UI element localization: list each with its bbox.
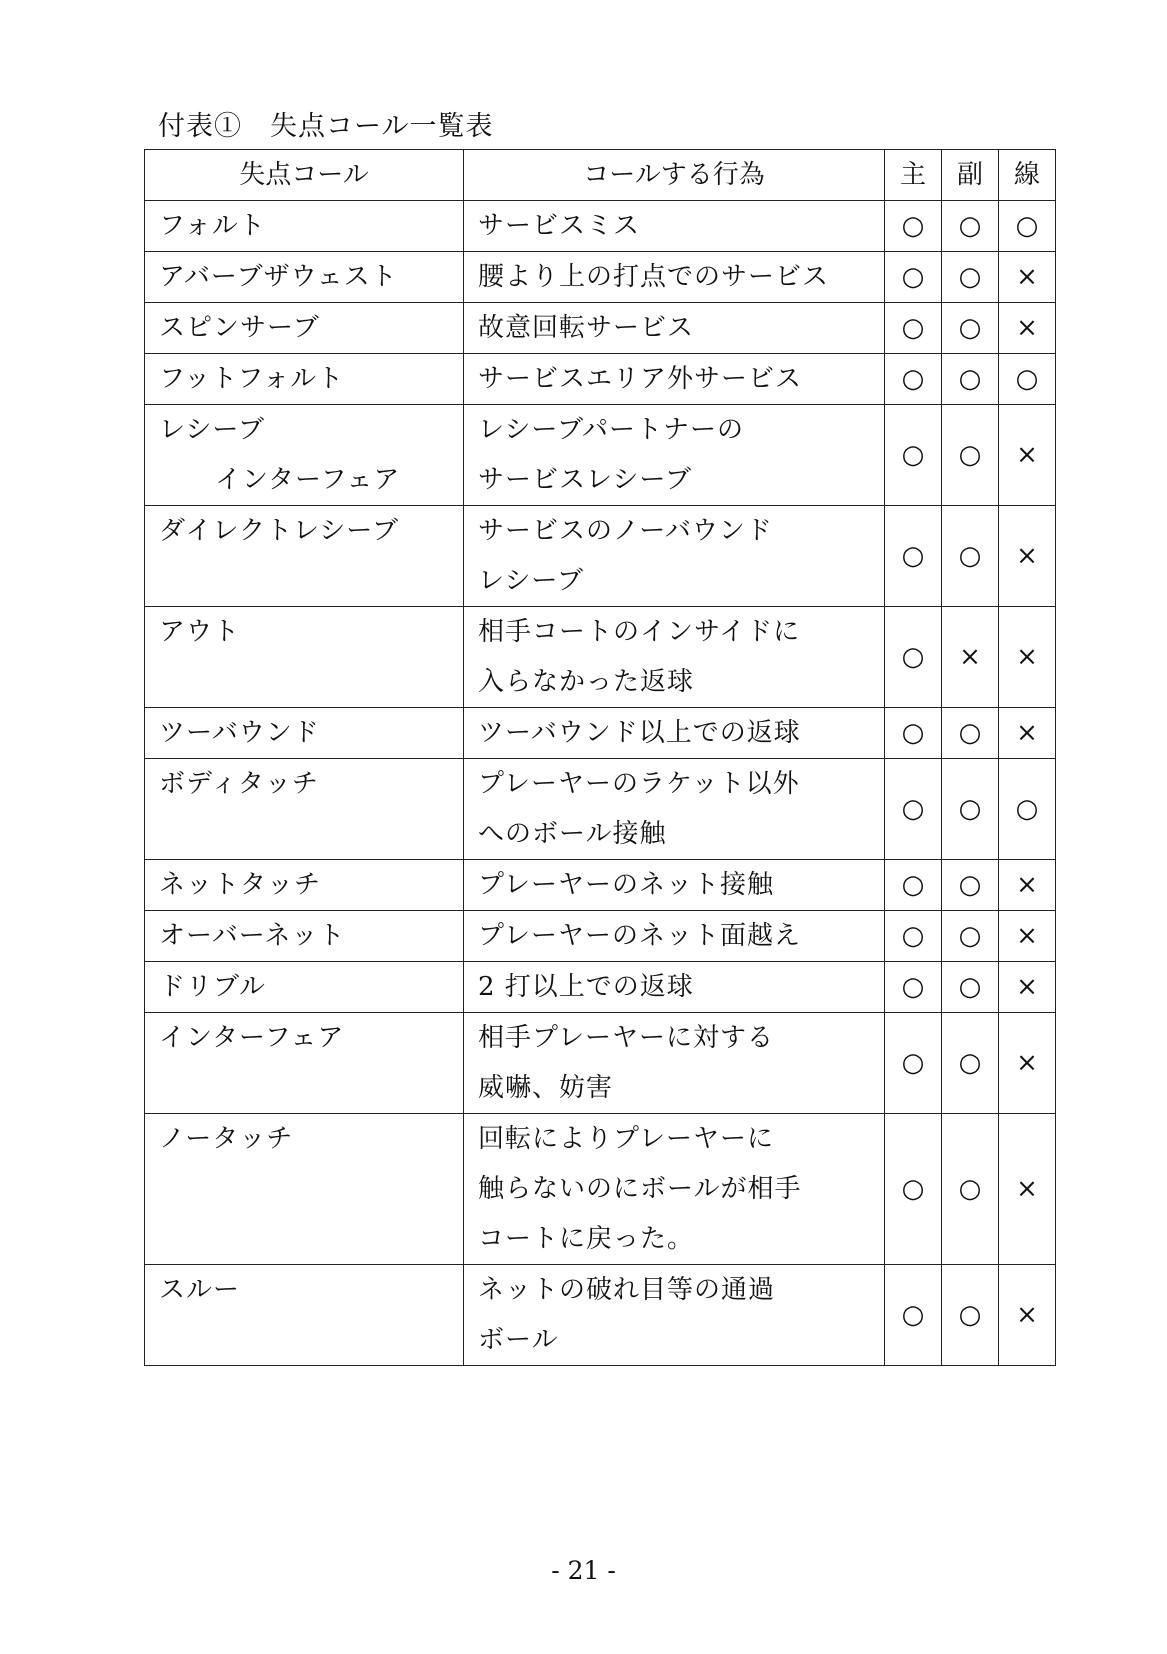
call-name: フットフォルト (159, 364, 345, 394)
foul-call-table (144, 149, 1056, 1366)
call-action: 相手コートのインサイドに (478, 617, 801, 647)
table-row (145, 354, 1056, 405)
main-referee-mark-cell (885, 405, 942, 506)
main-referee-mark-cell (885, 759, 942, 860)
call-action-cell (464, 506, 885, 607)
call-action: 入らなかった返球 (478, 667, 695, 697)
line-referee-mark-cell (999, 1265, 1056, 1366)
sub-referee-mark: ○ (958, 972, 982, 1002)
sub-referee-mark-cell (942, 201, 999, 252)
call-action: 相手プレーヤーに対する (478, 1023, 774, 1053)
call-name: ドリブル (159, 972, 266, 1002)
main-referee-mark: ○ (901, 972, 925, 1002)
sub-referee-mark-cell (942, 252, 999, 303)
call-action: サービスエリア外サービス (478, 364, 803, 394)
call-name-cell (145, 354, 464, 405)
table-row (145, 303, 1056, 354)
call-name: インターフェア (159, 1023, 345, 1053)
line-referee-mark-cell (999, 303, 1056, 354)
sub-referee-mark: ○ (958, 262, 982, 292)
line-referee-mark-cell (999, 506, 1056, 607)
call-name-cell (145, 911, 464, 962)
line-referee-mark: × (1016, 642, 1038, 672)
call-name: スルー (159, 1275, 241, 1305)
call-name: レシーブ (159, 415, 266, 445)
sub-referee-mark: ○ (958, 313, 982, 343)
call-name-cell (145, 1265, 464, 1366)
call-action: レシーブパートナーの (478, 415, 744, 445)
main-referee-mark-cell (885, 506, 942, 607)
call-name-cell (145, 1013, 464, 1114)
call-name-cell (145, 303, 464, 354)
header-act: コールする行為 (464, 150, 885, 201)
call-action-cell (464, 860, 885, 911)
call-name: オーバーネット (159, 921, 346, 951)
sub-referee-mark-cell (942, 911, 999, 962)
sub-referee-mark: ○ (958, 440, 982, 470)
table-row (145, 1013, 1056, 1114)
table-row (145, 201, 1056, 252)
line-referee-mark-cell (999, 1114, 1056, 1265)
line-referee-mark-cell (999, 1013, 1056, 1114)
line-referee-mark-cell (999, 405, 1056, 506)
call-name: アバーブザウェスト (159, 262, 398, 292)
call-name: ツーバウンド (159, 718, 320, 748)
sub-referee-mark: ○ (958, 1300, 982, 1330)
line-referee-mark: × (1016, 541, 1038, 571)
call-action: サービスレシーブ (478, 465, 693, 495)
call-name-cell (145, 506, 464, 607)
sub-referee-mark: ○ (958, 870, 982, 900)
call-action: ボール (478, 1325, 559, 1355)
table-header-row (145, 150, 1056, 201)
table-row (145, 405, 1056, 506)
call-name-cell (145, 607, 464, 708)
table-row (145, 252, 1056, 303)
call-action: 故意回転サービス (478, 313, 695, 343)
line-referee-mark: × (1016, 440, 1038, 470)
sub-referee-mark-cell (942, 962, 999, 1013)
main-referee-mark: ○ (901, 794, 925, 824)
call-name: インターフェア (215, 465, 401, 495)
header-call: 失点コール (145, 150, 464, 201)
sub-referee-mark-cell (942, 354, 999, 405)
sub-referee-mark-cell (942, 303, 999, 354)
main-referee-mark: ○ (901, 642, 925, 672)
line-referee-mark: ○ (1015, 211, 1039, 241)
sub-referee-mark: ○ (958, 718, 982, 748)
header-line: 線 (999, 150, 1056, 201)
table-row (145, 506, 1056, 607)
line-referee-mark: × (1016, 1174, 1038, 1204)
main-referee-mark-cell (885, 1013, 942, 1114)
line-referee-mark: ○ (1015, 364, 1039, 394)
line-referee-mark: × (1016, 262, 1038, 292)
call-name-cell (145, 962, 464, 1013)
main-referee-mark: ○ (901, 1048, 925, 1078)
line-referee-mark-cell (999, 860, 1056, 911)
call-action: 触らないのにボールが相手 (478, 1174, 802, 1204)
main-referee-mark-cell (885, 962, 942, 1013)
line-referee-mark: × (1016, 921, 1038, 951)
call-name-cell (145, 860, 464, 911)
sub-referee-mark-cell (942, 1265, 999, 1366)
sub-referee-mark: ○ (958, 794, 982, 824)
call-action-cell (464, 354, 885, 405)
sub-referee-mark-cell (942, 1114, 999, 1265)
call-action-cell (464, 1265, 885, 1366)
sub-referee-mark-cell (942, 405, 999, 506)
call-action-cell (464, 405, 885, 506)
sub-referee-mark: ○ (958, 1174, 982, 1204)
call-action-cell (464, 201, 885, 252)
main-referee-mark: ○ (901, 313, 925, 343)
call-action: プレーヤーのラケット以外 (478, 769, 800, 799)
table-row (145, 1265, 1056, 1366)
main-referee-mark: ○ (901, 364, 925, 394)
sub-referee-mark-cell (942, 607, 999, 708)
line-referee-mark: × (1016, 972, 1038, 1002)
call-name-cell (145, 708, 464, 759)
main-referee-mark: ○ (901, 1300, 925, 1330)
call-action: サービスミス (478, 211, 641, 241)
call-action: ツーバウンド以上での返球 (478, 718, 801, 748)
call-action: ネットの破れ目等の通過 (478, 1275, 776, 1305)
table-row (145, 860, 1056, 911)
main-referee-mark: ○ (901, 870, 925, 900)
call-action-cell (464, 708, 885, 759)
call-name: スピンサーブ (159, 313, 320, 343)
line-referee-mark-cell (999, 759, 1056, 860)
main-referee-mark-cell (885, 1114, 942, 1265)
call-name-cell (145, 201, 464, 252)
line-referee-mark: ○ (1015, 794, 1039, 824)
call-action: プレーヤーのネット接触 (478, 870, 774, 900)
header-main: 主 (885, 150, 942, 201)
line-referee-mark-cell (999, 201, 1056, 252)
page-number: - 21 - (551, 1556, 616, 1585)
call-action-cell (464, 607, 885, 708)
call-name: ノータッチ (159, 1124, 294, 1154)
call-name: ボディタッチ (159, 769, 319, 799)
call-action-cell (464, 911, 885, 962)
sub-referee-mark: × (959, 642, 981, 672)
call-action: プレーヤーのネット面越え (478, 921, 801, 951)
main-referee-mark: ○ (901, 718, 925, 748)
sub-referee-mark: ○ (958, 1048, 982, 1078)
call-action-cell (464, 962, 885, 1013)
main-referee-mark-cell (885, 201, 942, 252)
call-action: サービスのノーバウンド (478, 516, 773, 546)
main-referee-mark-cell (885, 354, 942, 405)
call-name-cell (145, 405, 464, 506)
main-referee-mark: ○ (901, 921, 925, 951)
table-row (145, 911, 1056, 962)
line-referee-mark-cell (999, 962, 1056, 1013)
call-name-cell (145, 1114, 464, 1265)
table-row (145, 1114, 1056, 1265)
main-referee-mark-cell (885, 860, 942, 911)
sub-referee-mark-cell (942, 860, 999, 911)
sub-referee-mark: ○ (958, 921, 982, 951)
main-referee-mark: ○ (901, 440, 925, 470)
call-action: へのボール接触 (478, 819, 667, 849)
call-name: アウト (159, 617, 241, 647)
line-referee-mark: × (1016, 313, 1038, 343)
call-name: ダイレクトレシーブ (159, 516, 400, 546)
main-referee-mark: ○ (901, 211, 925, 241)
call-action-cell (464, 303, 885, 354)
sub-referee-mark-cell (942, 759, 999, 860)
line-referee-mark-cell (999, 607, 1056, 708)
sub-referee-mark: ○ (958, 211, 982, 241)
line-referee-mark-cell (999, 911, 1056, 962)
main-referee-mark: ○ (901, 262, 925, 292)
table-row (145, 607, 1056, 708)
line-referee-mark-cell (999, 708, 1056, 759)
line-referee-mark-cell (999, 252, 1056, 303)
call-action: レシーブ (478, 566, 585, 596)
table-row (145, 759, 1056, 860)
sub-referee-mark: ○ (958, 541, 982, 571)
sub-referee-mark-cell (942, 506, 999, 607)
main-referee-mark-cell (885, 1265, 942, 1366)
call-action: 威嚇、妨害 (478, 1073, 614, 1103)
line-referee-mark: × (1016, 1300, 1038, 1330)
main-referee-mark: ○ (901, 1174, 925, 1204)
main-referee-mark-cell (885, 708, 942, 759)
line-referee-mark: × (1016, 1048, 1038, 1078)
main-referee-mark-cell (885, 911, 942, 962)
header-sub: 副 (942, 150, 999, 201)
call-action: 2 打以上での返球 (478, 972, 694, 1002)
main-referee-mark-cell (885, 303, 942, 354)
table-row (145, 962, 1056, 1013)
call-action-cell (464, 1013, 885, 1114)
call-name: フォルト (159, 211, 266, 241)
sub-referee-mark: ○ (958, 364, 982, 394)
sub-referee-mark-cell (942, 708, 999, 759)
call-action-cell (464, 759, 885, 860)
main-referee-mark: ○ (901, 541, 925, 571)
line-referee-mark: × (1016, 718, 1038, 748)
call-action-cell (464, 252, 885, 303)
table-caption: 付表① 失点コール一覧表 (158, 111, 494, 142)
call-action: コートに戻った。 (478, 1224, 695, 1254)
call-action-cell (464, 1114, 885, 1265)
call-action: 回転によりプレーヤーに (478, 1124, 774, 1154)
line-referee-mark: × (1016, 870, 1038, 900)
table-row (145, 708, 1056, 759)
sub-referee-mark-cell (942, 1013, 999, 1114)
main-referee-mark-cell (885, 252, 942, 303)
call-name: ネットタッチ (159, 870, 322, 900)
call-name-cell (145, 759, 464, 860)
call-name-cell (145, 252, 464, 303)
line-referee-mark-cell (999, 354, 1056, 405)
main-referee-mark-cell (885, 607, 942, 708)
call-action: 腰より上の打点でのサービス (478, 262, 830, 292)
